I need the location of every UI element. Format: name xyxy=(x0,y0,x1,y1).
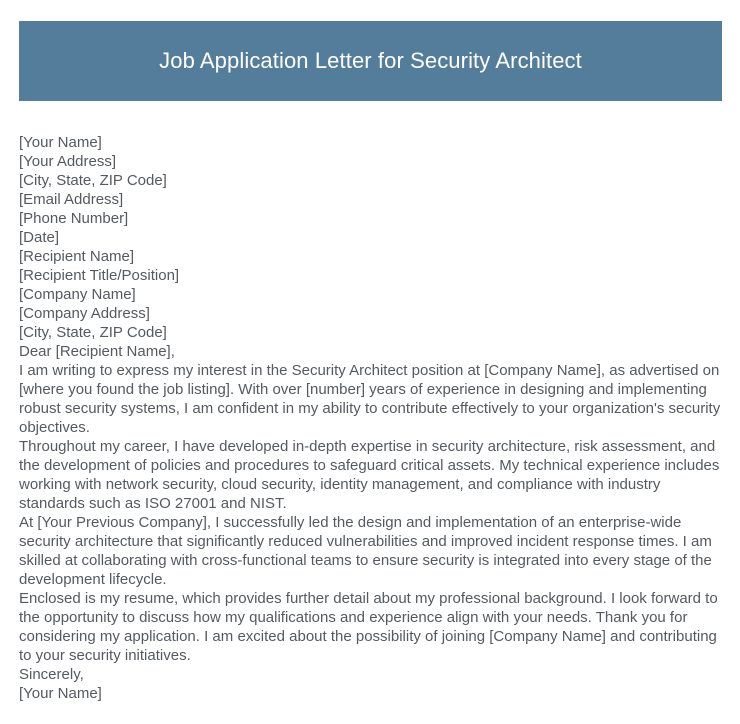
recipient-address-block xyxy=(19,247,723,342)
sender-line: [Email Address] xyxy=(19,191,124,208)
closing-salutation: Sincerely, xyxy=(19,666,84,683)
sender-line: [City, State, ZIP Code] xyxy=(19,172,167,189)
sender-line: [Date] xyxy=(19,229,60,246)
letter-paragraph: I am writing to express my interest in the Security Architect position at [Company Name], as advertised on [where you found the job listing]. With over [number] years of experience in designing and implementing robust security systems, I am confident in my ability to contribute effectively to your organization's security objectives. xyxy=(19,362,721,436)
salutation: Dear [Recipient Name], xyxy=(19,343,175,360)
letter-paragraph: At [Your Previous Company], I successfully led the design and implementation of an enterprise-wide security architecture that significantly reduced vulnerabilities and improved incident response times. I am skilled at collaborating with cross-functional teams to ensure security is integrated into every stage of the development lifecycle. xyxy=(19,514,712,588)
letter-body xyxy=(19,133,723,703)
letter-paragraph: Throughout my career, I have developed in-depth expertise in security architecture, risk assessment, and the development of policies and procedures to safeguard critical assets. My technical experience includes working with network security, cloud security, identity management, and compliance with industry standards such as ISO 27001 and NIST. xyxy=(19,438,720,512)
sender-line: [Phone Number] xyxy=(19,210,129,227)
recipient-line: [City, State, ZIP Code] xyxy=(19,324,167,341)
title-banner xyxy=(19,21,722,101)
recipient-line: [Company Name] xyxy=(19,286,136,303)
page-title: Job Application Letter for Security Architect xyxy=(159,47,582,73)
sender-address-block xyxy=(19,133,723,247)
recipient-line: [Recipient Title/Position] xyxy=(19,267,180,284)
signature-name: [Your Name] xyxy=(19,685,102,702)
sender-line: [Your Name] xyxy=(19,134,102,151)
recipient-line: [Company Address] xyxy=(19,305,150,322)
letter-paragraph: Enclosed is my resume, which provides further detail about my professional background. I look forward to the opportunity to discuss how my qualifications and experience align with your needs. Thank you for considering my application. I am excited about the possibility of joining [Company Name] and contributing to your security initiatives. xyxy=(19,590,718,664)
sender-line: [Your Address] xyxy=(19,153,117,170)
recipient-line: [Recipient Name] xyxy=(19,248,135,265)
